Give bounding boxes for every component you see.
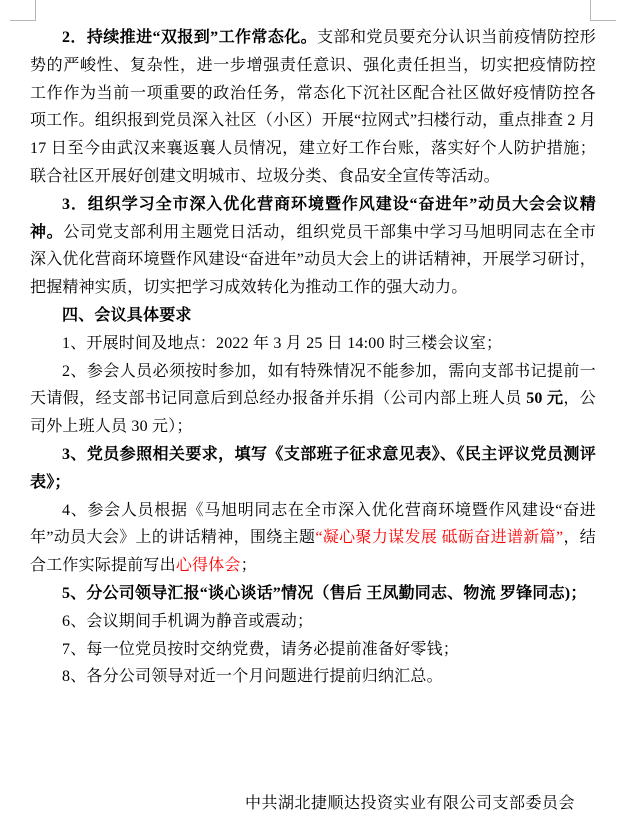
bold-run: 2．持续推进“双报到”工作常态化。 (62, 29, 318, 46)
requirement-item-8 (30, 663, 596, 691)
page-margin-mark-top-left (10, 0, 36, 21)
requirement-item-7 (30, 636, 596, 664)
requirement-item-3 (30, 441, 596, 497)
heading-text: 四、会议具体要求 (62, 306, 192, 324)
section-heading-four (30, 302, 596, 330)
page-margin-mark-top-right (590, 0, 616, 21)
text-run: 4、参会人员根据《马旭明同志在全市深入优化营商环境暨作风建设“奋进年”动员大会》上的讲话精神，围绕主题 (30, 501, 596, 547)
requirement-item-1 (30, 330, 596, 358)
red-run-theme: “凝心聚力谋发展 砥砺奋进谱新篇” (315, 529, 564, 547)
requirement-item-6 (30, 608, 596, 636)
bold-run: 5、分公司领导汇报“谈心谈话”情况（售后 王凤勤同志、物流 罗锋同志)； (62, 584, 587, 602)
text-run: 支部和党员要充分认识当前疫情防控形势的严峻性、复杂性，进一步增强责任意识、强化责任担当，切实把疫情防控工作作为当前一项重要的政治任务，常态化下沉社区配合社区做好疫情防控各项工作。组织报到党员深入社区（小区）开展“拉网式”扫楼行动，重点排查 2 月 17 日至今由武汉来襄返襄人员情况，建立好工作台账，落实好个人防护措施；联合社区开展好创建文明城市、垃圾分类、食品安全宣传等活动。 (30, 29, 596, 185)
text-run: ，公司外上班人员 30 元）； (30, 390, 596, 436)
text-run: 2、参会人员必须按时参加，如有特殊情况不能参加，需向支部书记提前一天请假，经支部书记同意后到总经办报备并乐捐（公司内部上班人员 (30, 362, 596, 408)
bold-run: 3．组织学习全市深入优化营商环境暨作风建设“奋进年”动员大会会议精神。 (30, 195, 596, 241)
signature-committee: 中共湖北捷顺达投资实业有限公司支部委员会 (244, 795, 575, 812)
text-run: 6、会议期间手机调为静音或震动； (62, 612, 314, 630)
bold-run: 3、党员参照相关要求，填写《支部班子征求意见表》、《民主评议党员测评表》； (30, 445, 596, 491)
bold-run-fee-50: 50 元 (526, 390, 564, 408)
text-run: 8、各分公司领导对近一个月问题进行提前归纳汇总。 (62, 668, 443, 686)
text-run: ； (240, 557, 257, 575)
requirement-item-2 (30, 358, 596, 441)
paragraph-item-3 (30, 191, 596, 302)
text-run: 1、开展时间及地点：2022 年 3 月 25 日 14:00 时三楼会议室； (62, 334, 503, 352)
text-run: 7、每一位党员按时交纳党费，请务必提前准备好零钱； (62, 640, 460, 658)
paragraph-item-2 (30, 24, 596, 191)
document-body (30, 24, 596, 691)
red-run-reflection: 心得体会 (175, 557, 241, 575)
requirement-item-5 (30, 580, 596, 608)
text-run: 公司党支部利用主题党日活动，组织党员干部集中学习马旭明同志在全市深入优化营商环境暨作风建设“奋进年”动员大会上的讲话精神，开展学习研讨，把握精神实质，切实把学习成效转化为推动工作的强大动力。 (30, 223, 596, 297)
text-run: ，结合工作实际提前写出 (30, 529, 596, 575)
requirement-item-4 (30, 497, 596, 580)
